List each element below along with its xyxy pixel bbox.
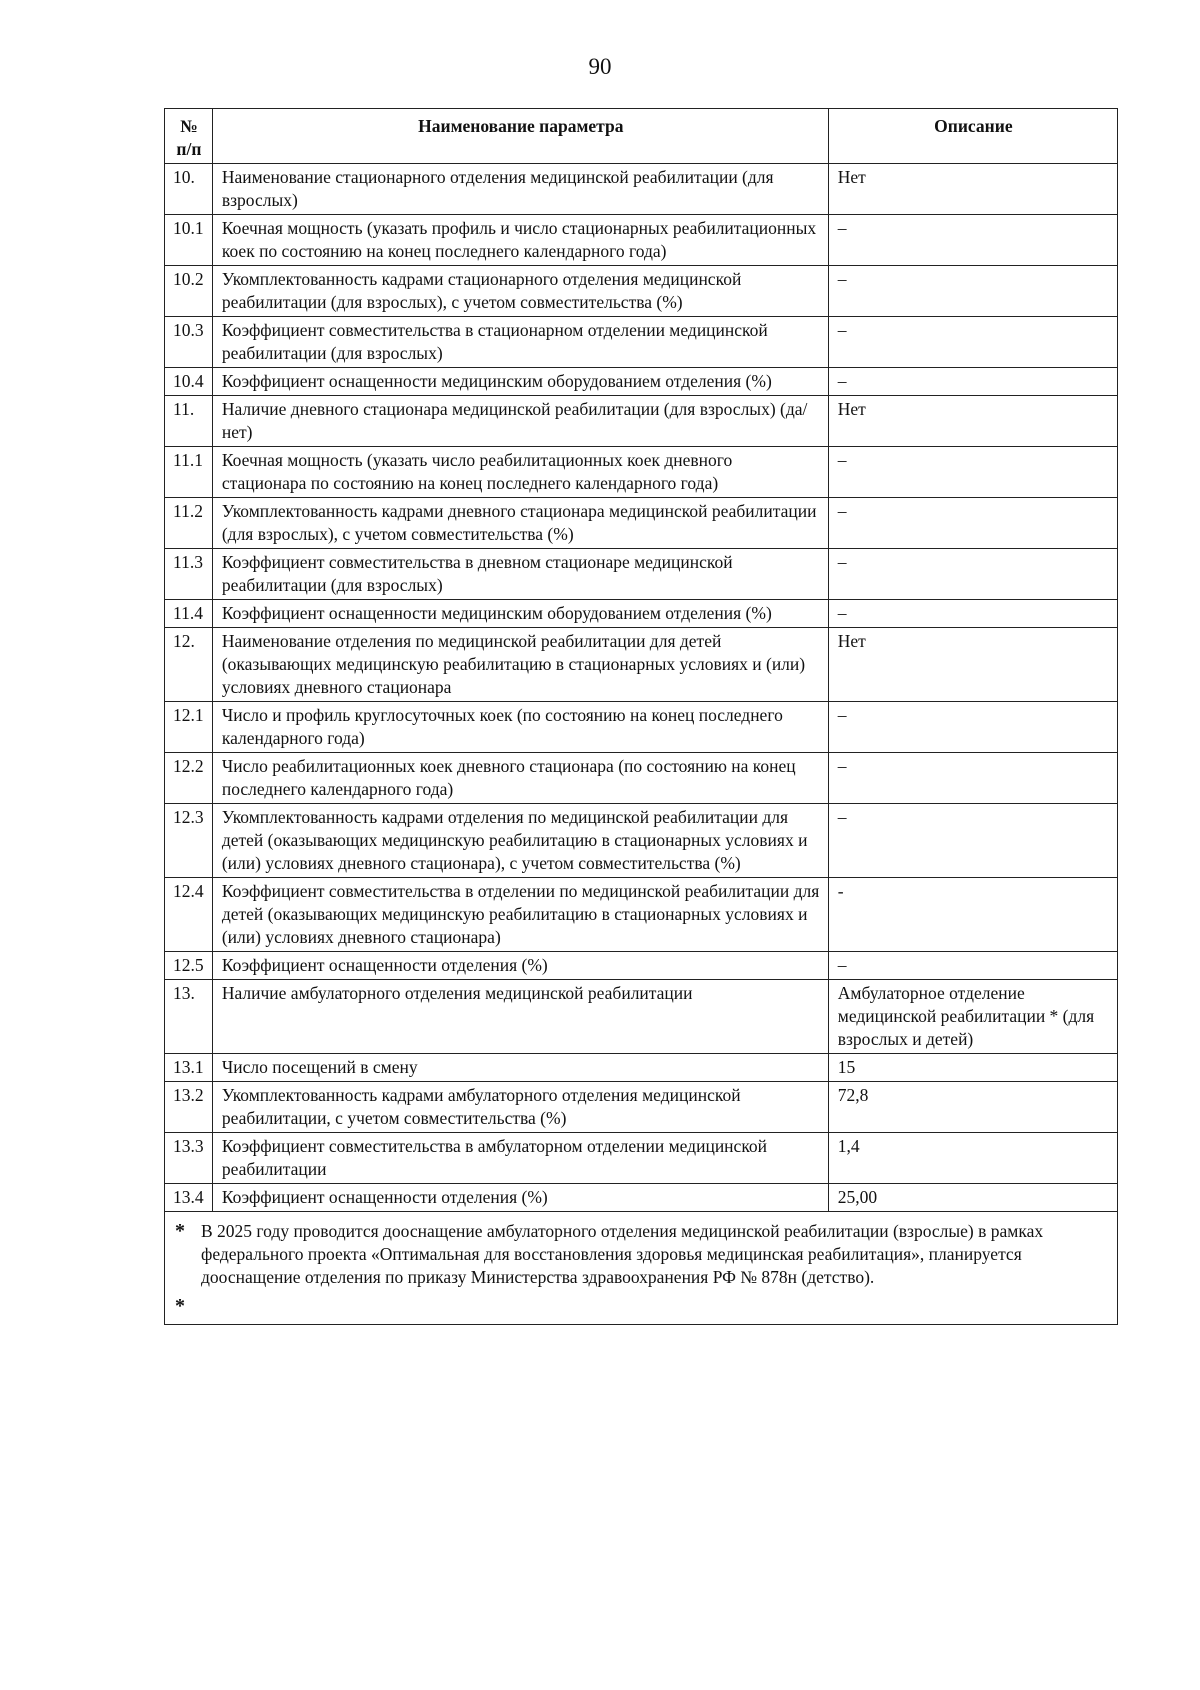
table-row: [165, 1184, 1118, 1212]
row-description: –: [828, 368, 1117, 396]
row-number: 10.4: [165, 368, 213, 396]
row-number: 12.: [165, 628, 213, 702]
footnote-marker: *: [175, 1220, 185, 1242]
row-description: Нет: [828, 396, 1117, 447]
table-row: [165, 498, 1118, 549]
row-parameter-name: Число реабилитационных коек дневного стационара (по состоянию на конец последнего календарного года): [212, 753, 828, 804]
row-parameter-name: Число и профиль круглосуточных коек (по состоянию на конец последнего календарного года): [212, 702, 828, 753]
row-parameter-name: Число посещений в смену: [212, 1054, 828, 1082]
row-parameter-name: Коэффициент совместительства в дневном стационаре медицинской реабилитации (для взрослых): [212, 549, 828, 600]
row-number: 13.: [165, 980, 213, 1054]
row-description: –: [828, 549, 1117, 600]
row-number: 11.: [165, 396, 213, 447]
row-number: 12.2: [165, 753, 213, 804]
row-parameter-name: Наименование стационарного отделения медицинской реабилитации (для взрослых): [212, 164, 828, 215]
row-parameter-name: Наличие амбулаторного отделения медицинской реабилитации: [212, 980, 828, 1054]
row-number: 13.1: [165, 1054, 213, 1082]
row-number: 13.3: [165, 1133, 213, 1184]
row-description: –: [828, 804, 1117, 878]
table-row: [165, 628, 1118, 702]
row-number: 11.4: [165, 600, 213, 628]
row-description: –: [828, 447, 1117, 498]
row-parameter-name: Коэффициент оснащенности отделения (%): [212, 1184, 828, 1212]
row-number: 11.3: [165, 549, 213, 600]
table-header-row: [165, 109, 1118, 164]
table-row: [165, 600, 1118, 628]
row-description: 25,00: [828, 1184, 1117, 1212]
row-number: 10.: [165, 164, 213, 215]
row-description: –: [828, 266, 1117, 317]
row-parameter-name: Укомплектованность кадрами амбулаторного отделения медицинской реабилитации, с учетом совместительства (%): [212, 1082, 828, 1133]
row-parameter-name: Коэффициент оснащенности медицинским оборудованием отделения (%): [212, 368, 828, 396]
row-description: 15: [828, 1054, 1117, 1082]
table-row: [165, 753, 1118, 804]
header-parameter-name: Наименование параметра: [212, 109, 828, 164]
footnote: [165, 1212, 1118, 1325]
row-parameter-name: Коечная мощность (указать число реабилитационных коек дневного стационара по состоянию на конец последнего календарного года): [212, 447, 828, 498]
table-row: [165, 804, 1118, 878]
table-row: [165, 1082, 1118, 1133]
table-row: [165, 266, 1118, 317]
table-row: [165, 164, 1118, 215]
table-body: [165, 164, 1118, 1212]
table-row: [165, 447, 1118, 498]
table-row: [165, 980, 1118, 1054]
page-number: 90: [588, 54, 612, 79]
row-number: 13.4: [165, 1184, 213, 1212]
table-row: [165, 396, 1118, 447]
row-description: –: [828, 952, 1117, 980]
footnote-text: В 2025 году проводится дооснащение амбулаторного отделения медицинской реабилитации (взрослые) в рамках федерального проекта «Оптимальная для восстановления здоровья медицинская реабилитация», планируется дооснащение отделения по приказу Министерства здравоохранения РФ № 878н (детство).: [201, 1221, 1044, 1287]
row-number: 10.1: [165, 215, 213, 266]
table-row: [165, 317, 1118, 368]
row-description: 72,8: [828, 1082, 1117, 1133]
footnote-marker-second: *: [175, 1295, 185, 1317]
row-parameter-name: Наименование отделения по медицинской реабилитации для детей (оказывающих медицинскую реабилитацию в стационарных условиях и (или) условиях дневного стационара: [212, 628, 828, 702]
row-number: 12.5: [165, 952, 213, 980]
row-number: 10.3: [165, 317, 213, 368]
row-number: 10.2: [165, 266, 213, 317]
row-parameter-name: Укомплектованность кадрами дневного стационара медицинской реабилитации (для взрослых), с учетом совместительства (%): [212, 498, 828, 549]
row-parameter-name: Наличие дневного стационара медицинской реабилитации (для взрослых) (да/нет): [212, 396, 828, 447]
row-number: 12.4: [165, 878, 213, 952]
row-number: 12.1: [165, 702, 213, 753]
row-parameter-name: Коэффициент оснащенности медицинским оборудованием отделения (%): [212, 600, 828, 628]
row-description: Нет: [828, 164, 1117, 215]
row-number: 13.2: [165, 1082, 213, 1133]
row-description: –: [828, 215, 1117, 266]
row-number: 11.2: [165, 498, 213, 549]
table-row: [165, 215, 1118, 266]
table-row: [165, 702, 1118, 753]
row-number: 11.1: [165, 447, 213, 498]
table-row: [165, 952, 1118, 980]
table-row: [165, 878, 1118, 952]
table-row: [165, 368, 1118, 396]
row-description: –: [828, 702, 1117, 753]
row-number: 12.3: [165, 804, 213, 878]
header-description: Описание: [828, 109, 1117, 164]
table-row: [165, 1054, 1118, 1082]
row-parameter-name: Укомплектованность кадрами отделения по медицинской реабилитации для детей (оказывающих медицинскую реабилитацию в стационарных условиях и (или) условиях дневного стационара), с учетом совместительства (%): [212, 804, 828, 878]
row-description: –: [828, 600, 1117, 628]
row-parameter-name: Укомплектованность кадрами стационарного отделения медицинской реабилитации (для взрослых), с учетом совместительства (%): [212, 266, 828, 317]
footnote-row: [165, 1212, 1118, 1325]
row-description: Нет: [828, 628, 1117, 702]
row-parameter-name: Коэффициент совместительства в амбулаторном отделении медицинской реабилитации: [212, 1133, 828, 1184]
row-description: 1,4: [828, 1133, 1117, 1184]
row-description: –: [828, 753, 1117, 804]
row-description: Амбулаторное отделение медицинской реабилитации * (для взрослых и детей): [828, 980, 1117, 1054]
row-parameter-name: Коэффициент оснащенности отделения (%): [212, 952, 828, 980]
table-row: [165, 549, 1118, 600]
row-description: –: [828, 498, 1117, 549]
row-parameter-name: Коэффициент совместительства в стационарном отделении медицинской реабилитации (для взрослых): [212, 317, 828, 368]
row-parameter-name: Коечная мощность (указать профиль и число стационарных реабилитационных коек по состоянию на конец последнего календарного года): [212, 215, 828, 266]
row-parameter-name: Коэффициент совместительства в отделении по медицинской реабилитации для детей (оказывающих медицинскую реабилитацию в стационарных условиях и (или) условиях дневного стационара): [212, 878, 828, 952]
table-row: [165, 1133, 1118, 1184]
header-number: № п/п: [165, 109, 213, 164]
row-description: –: [828, 317, 1117, 368]
row-description: -: [828, 878, 1117, 952]
parameters-table: [164, 108, 1118, 1325]
